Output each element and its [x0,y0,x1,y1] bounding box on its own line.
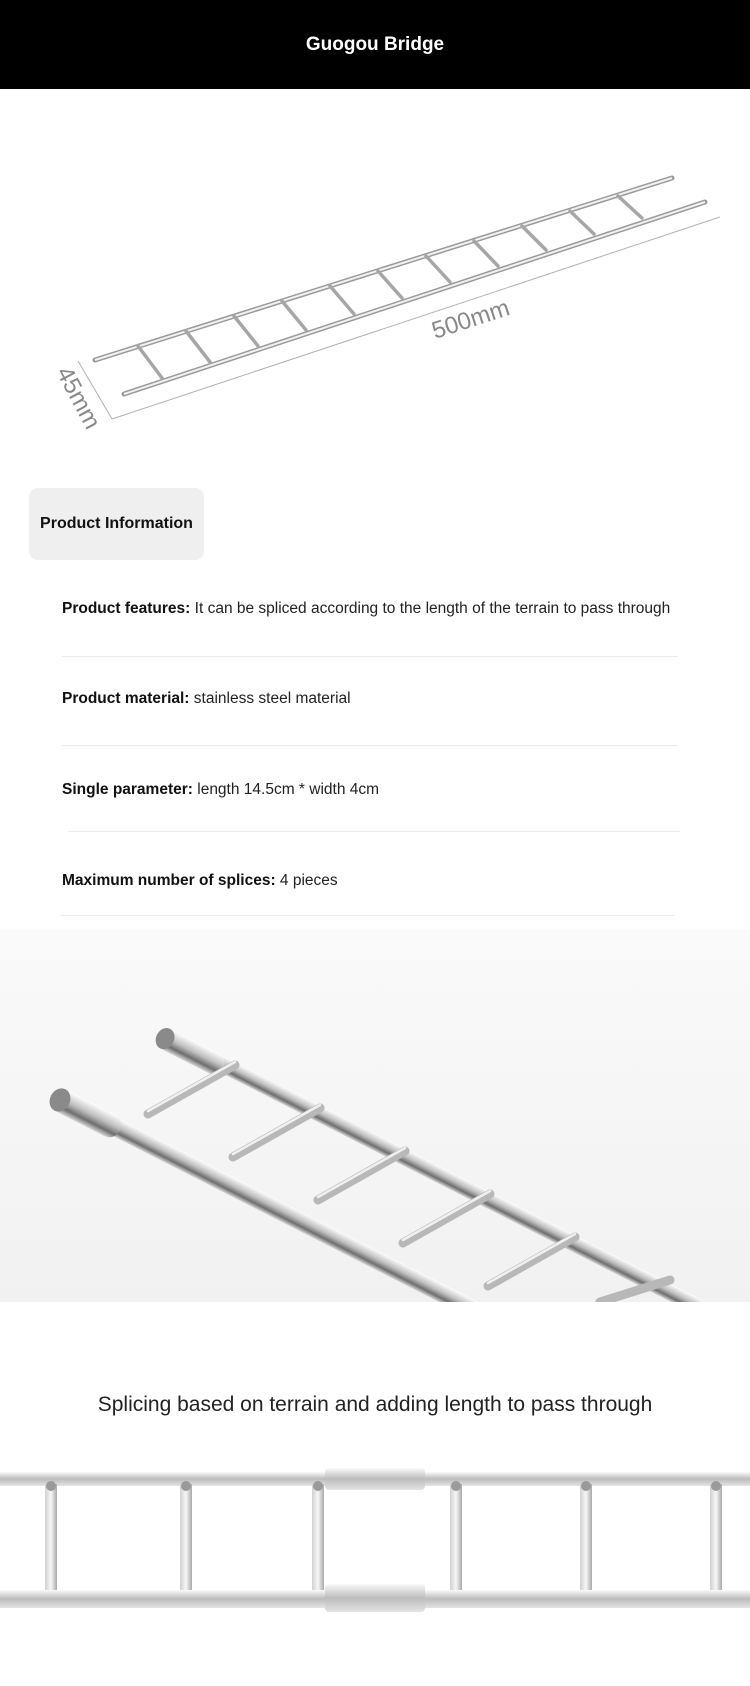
spec-label: Maximum number of splices: [62,872,276,889]
spec-value: It can be spliced according to the length of the terrain to pass through [194,600,671,617]
spec-value: 4 pieces [279,872,338,889]
page-header [0,0,750,89]
splicing-caption: Splicing based on terrain and adding length to pass through [97,1393,653,1416]
ladder-dimension-image [0,89,750,479]
product-information-chip: Product Information [29,488,204,560]
spec-label: Single parameter: [62,781,193,798]
width-dimension-label: 45mm [50,362,106,434]
spec-row-features [62,599,702,619]
spec-row-splices [62,871,702,891]
divider [62,745,678,746]
spec-label: Product features: [62,600,191,617]
ladder-closeup-image [0,930,750,1302]
spec-value: stainless steel material [193,690,351,707]
spec-value: length 14.5cm * width 4cm [197,781,380,798]
spec-row-parameter [62,780,702,800]
length-dimension-label: 500mm [428,294,513,345]
page-title: Guogou Bridge [305,33,445,55]
divider [68,831,680,832]
spec-label: Product material: [62,690,190,707]
spliced-ladder-image [0,1450,750,1686]
divider [60,915,674,916]
spec-row-material [62,689,702,709]
divider [62,656,678,657]
